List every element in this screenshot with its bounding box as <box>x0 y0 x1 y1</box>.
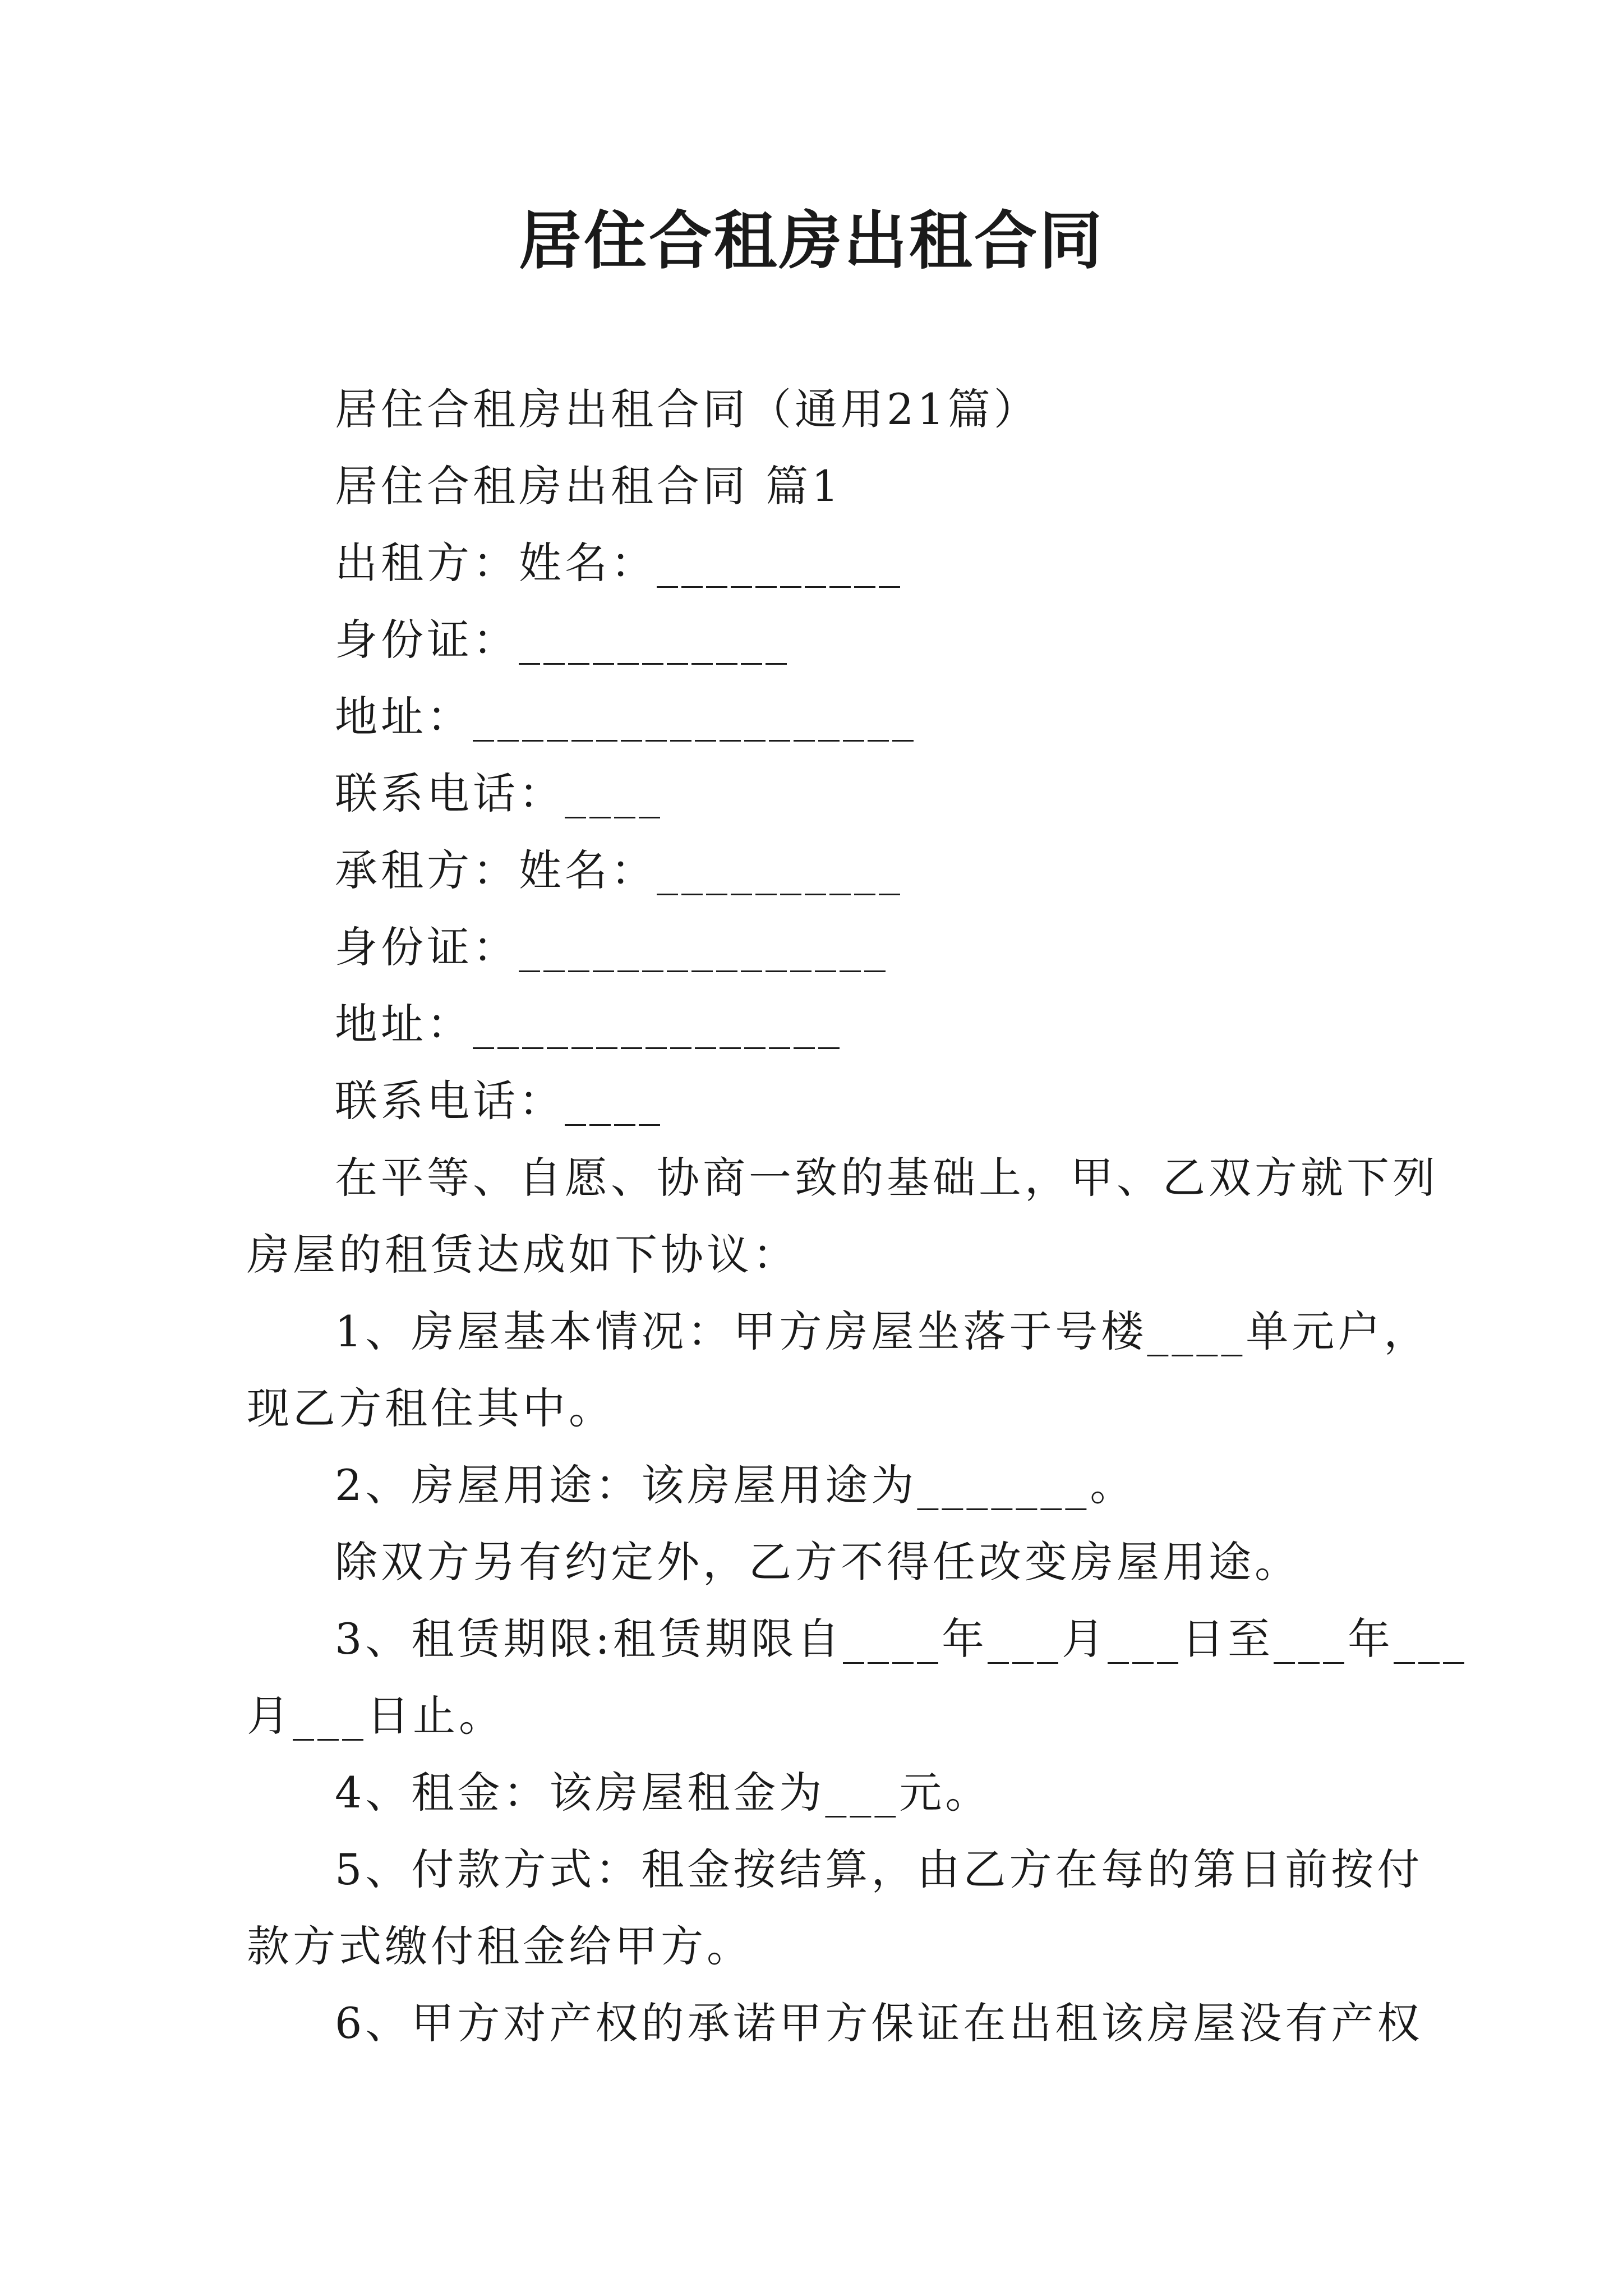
subtitle-line: 居住合租房出租合同（通用21篇） <box>335 384 1040 434</box>
document-title: 居住合租房出租合同 <box>519 204 1104 278</box>
paragraph-line: 在平等、自愿、协商一致的基础上，甲、乙双方就下列 <box>335 1153 1438 1203</box>
paragraph-line: 现乙方租住其中。 <box>247 1383 615 1433</box>
lessee-id-line: 身份证：_______________ <box>335 922 889 972</box>
paragraph-line: 4、租金：该房屋租金为___元。 <box>335 1768 992 1818</box>
lessee-name-line: 承租方：姓名：__________ <box>335 845 903 895</box>
paragraph-line: 2、房屋用途：该房屋用途为_______。 <box>335 1460 1136 1510</box>
paragraph-line: 3、租赁期限:租赁期限自____年___月___日至___年___ <box>335 1614 1468 1664</box>
paragraph-line: 6、甲方对产权的承诺甲方保证在出租该房屋没有产权 <box>335 1998 1423 2048</box>
paragraph-line: 1、房屋基本情况：甲方房屋坐落于号楼____单元户， <box>335 1306 1430 1356</box>
lessor-id-line: 身份证：___________ <box>335 615 790 665</box>
lessor-phone-line: 联系电话：____ <box>335 769 663 818</box>
paragraph-line: 5、付款方式：租金按结算，由乙方在每的第日前按付 <box>335 1844 1423 1894</box>
paragraph-line: 房屋的租赁达成如下协议： <box>247 1230 799 1280</box>
paragraph-line: 除双方另有约定外，乙方不得任改变房屋用途。 <box>335 1537 1301 1587</box>
paragraph-line: 月___日止。 <box>247 1691 505 1741</box>
section-heading: 居住合租房出租合同 篇1 <box>335 461 842 511</box>
lessee-phone-line: 联系电话：____ <box>335 1076 663 1126</box>
lessor-address-line: 地址：__________________ <box>335 692 917 742</box>
paragraph-line: 款方式缴付租金给甲方。 <box>247 1921 753 1971</box>
lessee-address-line: 地址：_______________ <box>335 999 843 1049</box>
lessor-name-line: 出租方：姓名：__________ <box>335 538 903 588</box>
